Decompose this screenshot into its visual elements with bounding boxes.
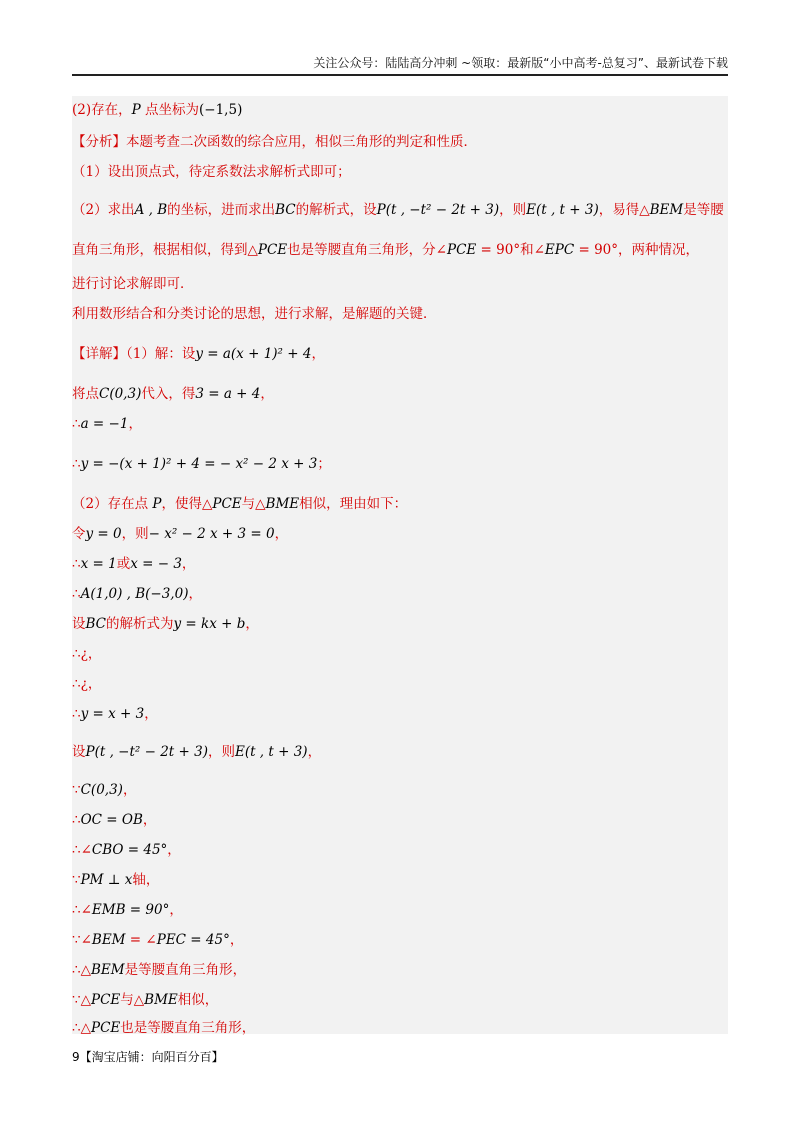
detail-line: ∴A(1,0) , B(−3,0)， — [72, 586, 202, 602]
detail-line: ∵△PCE与△BME相似， — [72, 992, 219, 1008]
detail-line: ∵C(0,3)， — [72, 782, 137, 798]
detail-line: ∴△PCE也是等腰直角三角形， — [72, 1020, 256, 1036]
analysis-summary: 利用数形结合和分类讨论的思想，进行求解，是解题的关键． — [72, 306, 437, 322]
page-header: 关注公众号：陆陆高分冲刺 ~领取：最新版“小中高考-总复习”、最新试卷下载 — [72, 52, 728, 76]
detail-line: ∵PM ⊥ x轴， — [72, 872, 160, 888]
detail-line: ∴∠CBO = 45°， — [72, 842, 181, 858]
detail-line: ∴¿， — [72, 646, 102, 662]
analysis-step-2-end: 进行讨论求解即可． — [72, 276, 194, 292]
analysis-step-2-cont: 直角三角形，根据相似，得到△PCE也是等腰直角三角形，分∠PCE = 90°和∠EPC = 90°，两种情况， — [72, 242, 700, 258]
detail-line: （2）存在点 P，使得△PCE与△BME相似，理由如下： — [72, 496, 408, 512]
solution-content — [72, 96, 728, 1034]
detail-line: ∴¿， — [72, 676, 102, 692]
analysis-heading: 【分析】本题考查二次函数的综合应用，相似三角形的判定和性质． — [72, 134, 477, 150]
detail-line: ∴△BEM是等腰直角三角形， — [72, 962, 247, 978]
answer-line: (2)存在，P 点坐标为(−1,5) — [72, 102, 243, 118]
detail-line: ∴y = x + 3， — [72, 706, 158, 722]
detail-line: ∴OC = OB， — [72, 812, 157, 828]
analysis-step-2: （2）求出A , B的坐标，进而求出BC的解析式，设P(t , −t² − 2t + 3)，则E(t , t + 3)，易得△BEM是等腰 — [72, 202, 724, 218]
detail-line: ∴∠EMB = 90°， — [72, 902, 183, 918]
detail-line: 设BC的解析式为y = kx + b， — [72, 616, 259, 632]
detail-heading: 【详解】（1）解：设y = a(x + 1)² + 4， — [72, 346, 325, 362]
page-footer: 9【淘宝店铺：向阳百分百】 — [72, 1050, 224, 1064]
detail-line: 令y = 0，则− x² − 2 x + 3 = 0， — [72, 526, 289, 542]
detail-line: ∴y = −(x + 1)² + 4 = − x² − 2 x + 3； — [72, 456, 331, 472]
detail-line: ∴a = −1， — [72, 416, 142, 432]
detail-line: ∴x = 1或x = − 3， — [72, 556, 196, 572]
analysis-step-1: （1）设出顶点式，待定系数法求解析式即可； — [72, 164, 351, 180]
detail-line: ∵∠BEM = ∠PEC = 45°， — [72, 932, 244, 948]
detail-line: 设P(t , −t² − 2t + 3)，则E(t , t + 3)， — [72, 744, 322, 760]
detail-line: 将点C(0,3)代入，得3 = a + 4， — [72, 386, 274, 402]
